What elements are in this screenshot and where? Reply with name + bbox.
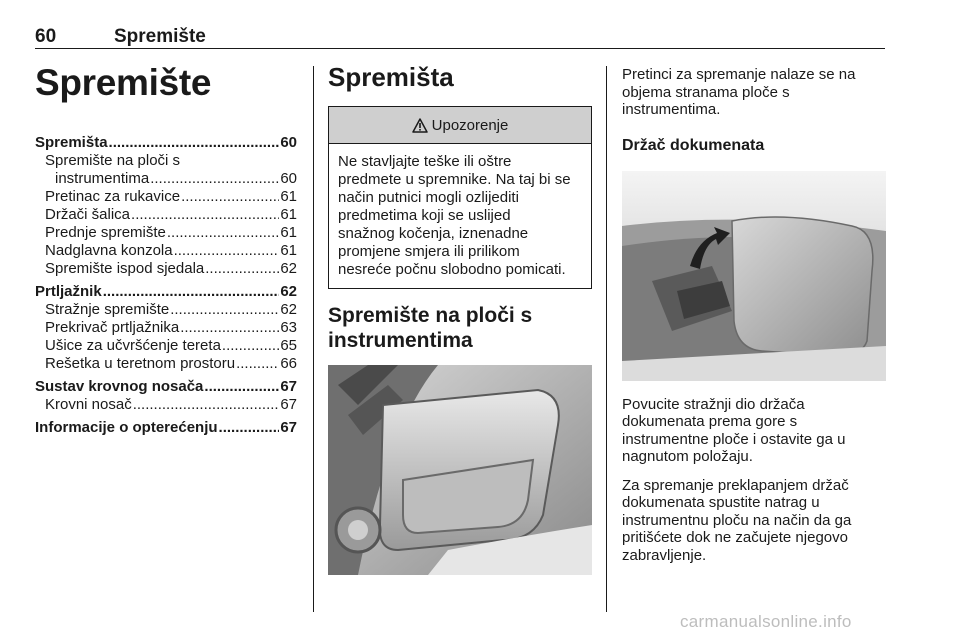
toc-entry[interactable]	[35, 188, 297, 206]
page-number: 60	[35, 26, 57, 47]
toc-entry-page: 67	[280, 378, 297, 395]
toc-entry-title: Prednje spremište	[45, 224, 166, 241]
subsection-title	[328, 303, 592, 353]
toc-entry-page: 61	[280, 242, 297, 259]
toc-entry[interactable]	[35, 419, 297, 437]
warning-box	[328, 106, 592, 289]
toc-entry[interactable]	[35, 134, 297, 152]
toc-leader-dots	[133, 396, 280, 414]
toc-entry-page: 66	[280, 355, 297, 372]
watermark: carmanualsonline.info	[680, 612, 852, 631]
text-line: objema stranama ploče s	[622, 83, 790, 101]
toc-leader-dots	[170, 301, 279, 319]
toc-leader-dots	[222, 337, 279, 355]
text-line: nesreće počnu slobodno pomicati.	[338, 261, 566, 278]
column-divider-1	[313, 66, 314, 612]
warning-header	[329, 107, 591, 144]
toc-entry-page: 63	[280, 319, 297, 336]
text-line: instrumentima	[328, 329, 473, 352]
toc-entry[interactable]	[35, 378, 297, 396]
toc-entry-title: Nadglavna konzola	[45, 242, 173, 259]
toc-leader-dots	[167, 224, 279, 242]
toc-entry-title: Prekrivač prtljažnika	[45, 319, 180, 336]
text-line: dokumenata prema gore s	[622, 413, 798, 430]
toc-entry-title-line[interactable]: Spremište na ploči s	[45, 152, 181, 169]
toc-entry[interactable]	[35, 242, 297, 260]
toc-entry-title: Sustav krovnog nosača	[35, 378, 204, 395]
toc-entry[interactable]	[35, 283, 297, 301]
dashboard-storage-photo	[328, 365, 592, 575]
toc-entry-page: 61	[280, 224, 297, 241]
toc-leader-dots	[204, 378, 279, 396]
toc-entry-title: Rešetka u teretnom prostoru	[45, 355, 236, 372]
toc-entry[interactable]	[35, 301, 297, 319]
text-line: instrumentima.	[622, 101, 721, 118]
toc-entry-page: 61	[280, 188, 297, 205]
column-divider-2	[606, 66, 607, 612]
toc-entry-title: Stražnje spremište	[45, 301, 170, 318]
section-title: Spremišta	[328, 62, 454, 92]
text-line: Za spremanje preklapanjem držač	[622, 476, 849, 494]
text-line: pritišćete dok ne začujete njegovo	[622, 529, 848, 546]
text-line: način putnici mogli ozlijediti	[338, 189, 519, 206]
document-holder-photo	[622, 171, 886, 381]
text-line: predmetima koji se uslijed	[338, 207, 511, 224]
text-line: Spremište na ploči s	[328, 304, 533, 327]
toc-leader-dots	[205, 260, 279, 278]
toc-entry-title: Ušice za učvršćenje tereta	[45, 337, 221, 354]
toc-leader-dots	[109, 134, 280, 152]
toc-entry-title: Spremišta	[35, 134, 108, 151]
text-line: nagnutom položaju.	[622, 448, 753, 465]
text-line: Ne stavljajte teške ili oštre	[338, 153, 512, 170]
toc-leader-dots	[150, 170, 279, 188]
toc-entry-page: 67	[280, 419, 297, 436]
table-of-contents	[35, 134, 297, 437]
toc-entry[interactable]	[35, 206, 297, 224]
toc-entry-page: 62	[280, 301, 297, 318]
text-line: predmete u spremnike. Na taj bi se	[338, 171, 571, 188]
toc-entry-title: Držači šalica	[45, 206, 131, 223]
toc-entry-page: 67	[280, 396, 297, 413]
toc-entry[interactable]	[35, 170, 297, 188]
text-line: Povucite stražnji dio držača	[622, 395, 805, 413]
toc-leader-dots	[219, 419, 280, 437]
running-title: Spremište	[114, 26, 206, 47]
right-column	[622, 66, 886, 575]
toc-leader-dots	[131, 206, 279, 224]
middle-column	[328, 62, 592, 575]
toc-leader-dots	[174, 242, 280, 260]
toc-entry-page: 60	[280, 170, 297, 187]
toc-entry-title: Pretinac za rukavice	[45, 188, 181, 205]
toc-leader-dots	[103, 283, 280, 301]
text-line: zabravljenje.	[622, 546, 707, 564]
toc-entry[interactable]	[35, 396, 297, 414]
document-holder-heading: Držač dokumenata	[622, 136, 765, 154]
text-line: instrumentne ploče i ostavite ga u	[622, 430, 846, 448]
toc-entry[interactable]	[35, 355, 297, 373]
toc-entry-page: 61	[280, 206, 297, 223]
toc-entry-page: 62	[280, 260, 297, 277]
toc-leader-dots	[236, 355, 279, 373]
toc-leader-dots	[181, 188, 279, 206]
text-line: snažnog kočenja, iznenadne	[338, 225, 529, 242]
intro-paragraph	[622, 66, 886, 119]
toc-entry-title: instrumentima	[55, 170, 150, 187]
text-line: dokumenata spustite natrag u	[622, 494, 820, 511]
toc-entry[interactable]	[35, 337, 297, 355]
warning-text	[329, 144, 591, 288]
text-line: instrumentnu ploču na način da ga	[622, 511, 852, 529]
toc-entry[interactable]	[35, 224, 297, 242]
toc-entry[interactable]	[35, 260, 297, 278]
toc-entry-page: 65	[280, 337, 297, 354]
instruction-paragraph-1	[622, 396, 886, 466]
warning-label: Upozorenje	[431, 116, 509, 134]
toc-entry-page: 60	[280, 134, 297, 151]
toc-entry-title: Prtljažnik	[35, 283, 102, 300]
chapter-title: Spremište	[35, 62, 212, 103]
warning-triangle-icon	[412, 118, 428, 133]
toc-entry-title: Informacije o opterećenju	[35, 419, 218, 436]
toc-entry[interactable]	[35, 319, 297, 337]
toc-entry-title: Spremište ispod sjedala	[45, 260, 205, 277]
text-line: Pretinci za spremanje nalaze se na	[622, 66, 856, 83]
instruction-paragraph-2	[622, 477, 886, 565]
text-line: promjene smjera ili prilikom	[338, 243, 520, 260]
toc-column	[35, 62, 297, 437]
page-header	[35, 26, 885, 49]
toc-entry-title: Krovni nosač	[45, 396, 132, 413]
toc-entry-page: 62	[280, 283, 297, 300]
toc-leader-dots	[180, 319, 279, 337]
